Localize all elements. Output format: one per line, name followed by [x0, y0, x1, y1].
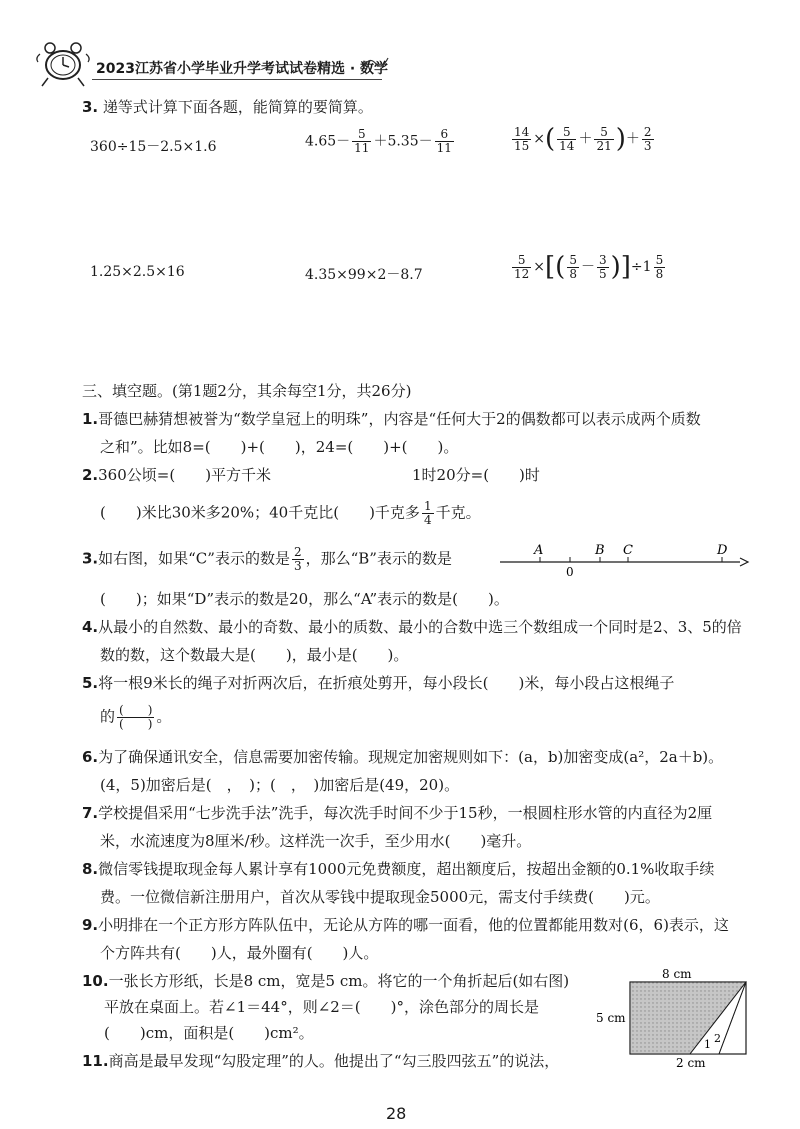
expression-4: 1.25×2.5×16	[90, 264, 185, 280]
fill-question-8: 8.微信零钱提取现金每人累计享有1000元免费额度，超出额度后，按超出金额的0.1%收取手续	[82, 860, 715, 878]
fill-question-4-line2: 数的数，这个数最大是( )，最小是( )。	[100, 646, 409, 664]
fraction: $\frac{5}{11}$	[354, 127, 370, 155]
fill-question-7: 7.学校提倡采用“七步洗手法”洗手，每次洗手时间不少于15秒，一根圆柱形水管的内直径为2厘	[82, 804, 713, 822]
fill-question-6: 6.为了确保通讯安全，信息需要加密传输。现规定加密规则如下：(a，b)加密变成(a²，2a＋b)。	[82, 748, 724, 766]
expression-3: $\frac{14}{15}$ ×( $\frac{5}{14}$ ＋ $\frac{5}{21}$ )＋ $\frac{2}{3}$	[514, 124, 652, 154]
bottom-length-label: 2 cm	[676, 1056, 706, 1070]
header-rule	[92, 79, 382, 80]
angle-1-label: 1	[704, 1038, 711, 1051]
fill-question-7-line2: 米，水流速度为8厘米/秒。这样洗一次手，至少用水( )毫升。	[100, 832, 532, 850]
expression-2: 4.65－ $\frac{5}{11}$ ＋5.35－ $\frac{6}{11}$	[305, 127, 452, 155]
number-line-figure	[500, 540, 750, 580]
fill-question-5-line2: 的 $\frac{( )}{( )}$ 。	[100, 703, 172, 731]
fill-question-10-line2: 平放在桌面上。若∠1＝44°，则∠2＝( )°，涂色部分的周长是	[104, 998, 540, 1016]
fill-question-1-line2: 之和”。比如8=( )+( )，24=( )+( )。	[100, 438, 459, 456]
label-zero: 0	[566, 565, 574, 579]
expression-5: 4.35×99×2－8.7	[305, 267, 423, 283]
label-a: A	[534, 543, 544, 558]
fill-question-10-line3: ( )cm，面积是( )cm²。	[104, 1024, 314, 1042]
fill-question-11: 11.商高是最早发现“勾股定理”的人。他提出了“勾三股四弦五”的说法，	[82, 1052, 560, 1070]
label-b: B	[595, 543, 605, 558]
fill-question-3: 3.如右图，如果“C”表示的数是 $\frac{2}{3}$ ，那么“B”表示的数是	[82, 545, 452, 573]
fill-question-9-line2: 个方阵共有( )人，最外圈有( )人。	[100, 944, 379, 962]
fill-question-9: 9.小明排在一个正方形方阵队伍中，无论从方阵的哪一面看，他的位置都能用数对(6，6)表示，这	[82, 916, 729, 934]
left-length-label: 5 cm	[596, 1011, 626, 1025]
calc-question	[82, 96, 373, 118]
angle-2-label: 2	[714, 1032, 721, 1045]
expression-1: 360÷15－2.5×1.6	[90, 139, 217, 155]
label-d: D	[717, 543, 728, 558]
swoosh-decoration-icon	[362, 52, 392, 72]
section-title: 三、填空题。(第1题2分，其余每空1分，共26分)	[82, 382, 412, 400]
fill-question-1: 1.哥德巴赫猜想被誉为“数学皇冠上的明珠”，内容是“任何大于2的偶数都可以表示成两个质数	[82, 410, 701, 428]
fill-question-8-line2: 费。一位微信新注册用户，首次从零钱中提取现金5000元，需支付手续费( )元。	[100, 888, 660, 906]
fill-question-4: 4.从最小的自然数、最小的奇数、最小的质数、最小的合数中选三个数组成一个同时是2、3、5的倍	[82, 618, 742, 636]
label-c: C	[623, 543, 633, 558]
folded-rectangle-figure	[592, 966, 752, 1072]
clock-mascot-icon	[34, 38, 92, 88]
expression-6: $\frac{5}{12}$ ×[( $\frac{5}{8}$ － $\frac{3}{5}$ )]÷1 $\frac{5}{8}$	[514, 252, 664, 282]
fill-question-2-part2: 1时20分=( )时	[412, 466, 540, 484]
header-title: 2023江苏省小学毕业升学考试试卷精选 · 数学	[96, 61, 389, 77]
page-number: 28	[386, 1104, 407, 1123]
fill-question-6-line2: (4，5)加密后是( ， )；( ， )加密后是(49，20)。	[100, 776, 460, 794]
fill-question-3-line2: ( )；如果“D”表示的数是20，那么“A”表示的数是( )。	[100, 590, 509, 608]
fraction: $\frac{6}{11}$	[436, 127, 452, 155]
fill-question-10: 10.一张长方形纸，长是8 cm，宽是5 cm。将它的一个角折起后(如右图)	[82, 972, 570, 990]
top-length-label: 8 cm	[662, 967, 692, 981]
question-number: 3.	[82, 98, 99, 116]
question-instruction: 递等式计算下面各题，能简算的要简算。	[102, 98, 373, 116]
fill-question-5: 5.将一根9米长的绳子对折两次后，在折痕处剪开，每小段长( )米，每小段占这根绳子	[82, 674, 675, 692]
fill-question-2: 2.360公顷=( )平方千米	[82, 466, 272, 484]
fill-question-2-line2: ( )米比30米多20%；40千克比( )千克多 $\frac{1}{4}$ 千克。	[100, 499, 481, 527]
